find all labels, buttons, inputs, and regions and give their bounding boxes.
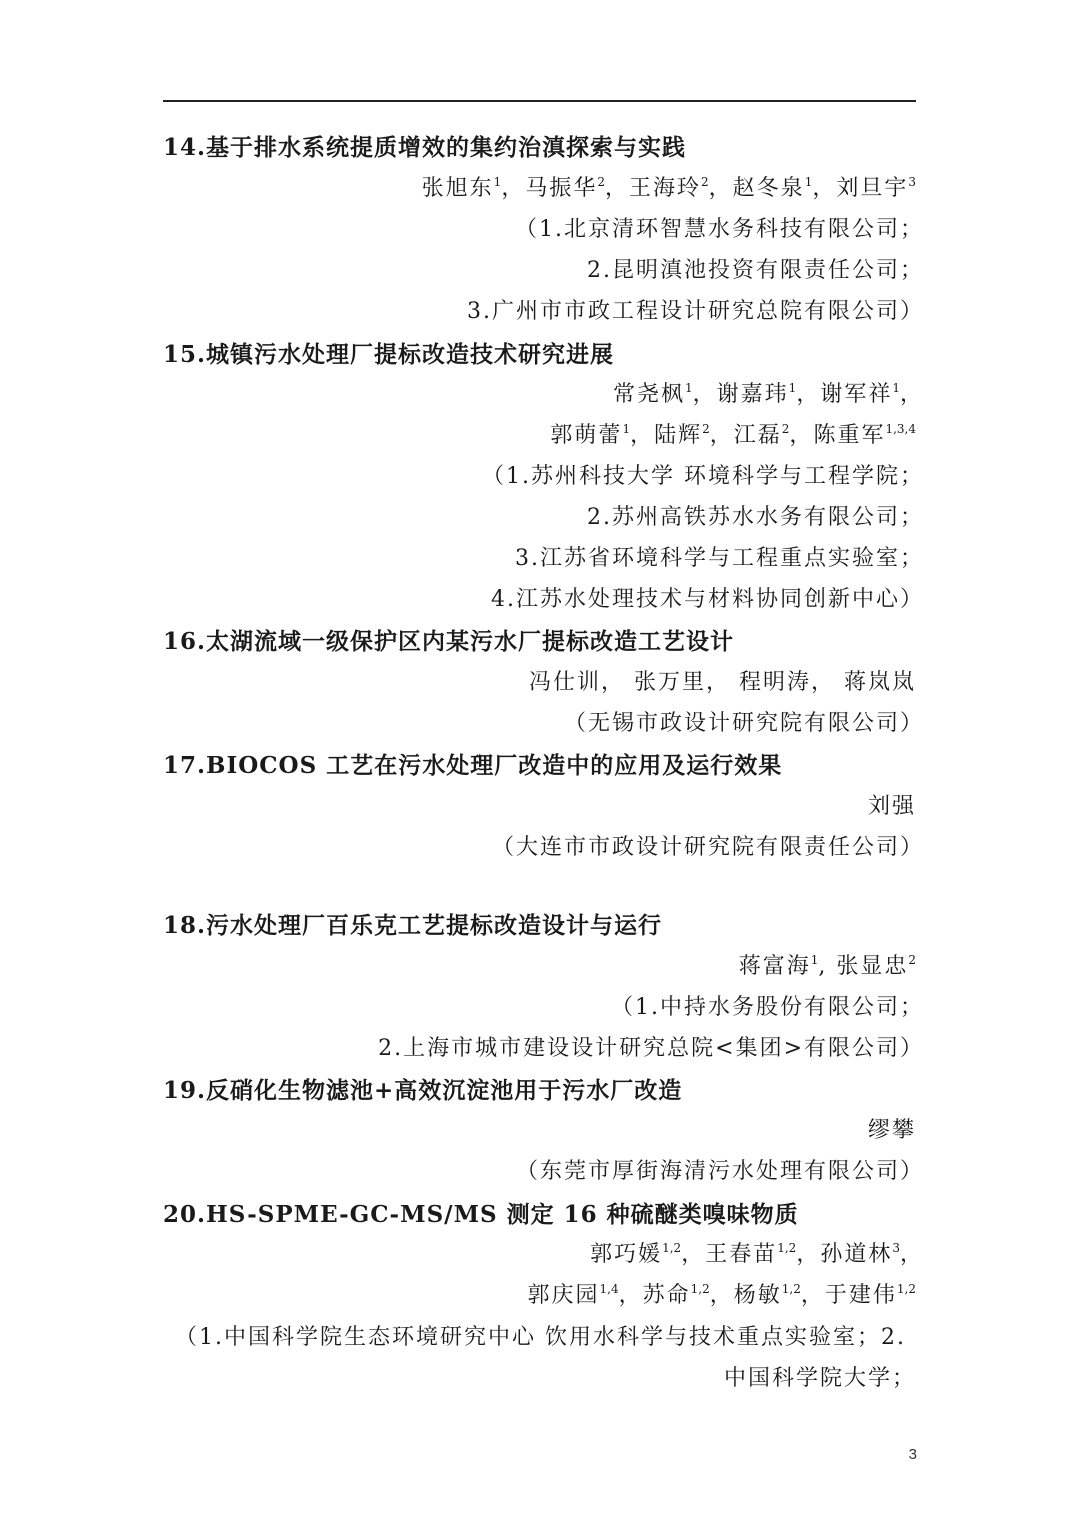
affiliation: 4.江苏水处理技术与材料协同创新中心） [491, 587, 924, 612]
affiliation-marker: 1 [622, 422, 631, 436]
affiliation-marker: 1 [685, 381, 693, 395]
affiliation-marker: 1 [493, 175, 502, 189]
page-number: 3 [908, 1446, 917, 1463]
author-name: 孙道林 [820, 1242, 893, 1267]
author-separator: ， [796, 382, 821, 407]
entry-title: 19.反硝化生物滤池+高效沉淀池用于污水厂改造 [163, 1077, 683, 1104]
author-name: 张旭东 [421, 176, 494, 201]
author-separator: , [818, 954, 837, 979]
affiliation-marker: 3 [892, 1241, 900, 1255]
affiliation: （1.苏州科技大学 环境科学与工程学院； [482, 464, 924, 489]
affiliation: （大连市市政设计研究院有限责任公司） [491, 835, 924, 860]
entry-title: 18.污水处理厂百乐克工艺提标改造设计与运行 [163, 912, 663, 939]
affiliation: 2.上海市城市建设设计研究总院<集团>有限公司） [378, 1036, 924, 1061]
affiliation-marker: 2 [702, 422, 710, 436]
author-name: 刘旦宇 [836, 176, 909, 201]
author-list [550, 422, 916, 448]
author-separator: ， [501, 176, 526, 201]
affiliation-marker: 1 [892, 381, 900, 395]
affiliation-marker: 3 [908, 175, 916, 189]
author-separator: ， [812, 176, 837, 201]
affiliation-marker: 1,2 [896, 1282, 916, 1296]
affiliation-marker: 1,2 [662, 1241, 682, 1255]
author-name: 赵冬泉 [732, 176, 805, 201]
author-separator: ， [796, 1242, 821, 1267]
affiliation-marker: 2 [908, 953, 916, 967]
author-name: 苏命 [642, 1283, 691, 1308]
author-separator: ， [708, 176, 733, 201]
affiliation-marker: 1 [810, 953, 819, 967]
author-name: 谢嘉玮 [716, 382, 789, 407]
author-name: 郭巧媛 [590, 1242, 663, 1267]
author-list [527, 1282, 916, 1308]
author-list: 冯仕训， 张万里， 程明涛， 蒋岚岚 [529, 670, 916, 695]
affiliation: （无锡市政设计研究院有限公司） [563, 711, 924, 736]
author-name: 陈重军 [813, 423, 886, 448]
affiliation-marker: 1 [804, 175, 813, 189]
author-name: 蒋富海 [738, 954, 811, 979]
author-list [590, 1241, 924, 1267]
affiliation-marker: 1,3,4 [885, 422, 916, 436]
author-name: 王春苗 [705, 1242, 778, 1267]
author-name: 于建伟 [824, 1283, 897, 1308]
author-name: 郭萌蕾 [550, 423, 623, 448]
author-name: 常尧枫 [612, 382, 685, 407]
affiliation: （1.中国科学院生态环境研究中心 饮用水科学与技术重点实验室；2. [175, 1325, 906, 1350]
author-separator: ， [800, 1283, 825, 1308]
author-list [738, 953, 916, 979]
author-list [421, 175, 916, 201]
entry-title: 17.BIOCOS 工艺在污水处理厂改造中的应用及运行效果 [163, 752, 783, 779]
author-separator: ， [709, 1283, 734, 1308]
author-separator: ， [899, 382, 924, 407]
author-name: 郭庆园 [527, 1283, 600, 1308]
author-name: 陆辉 [654, 423, 703, 448]
author-list: 缪攀 [867, 1118, 916, 1143]
author-name: 杨敏 [733, 1283, 782, 1308]
affiliation: 2.昆明滇池投资有限责任公司； [587, 258, 924, 283]
entry-title: 14.基于排水系统提质增效的集约治滇探索与实践 [163, 134, 687, 161]
author-list: 刘强 [867, 794, 916, 819]
entry-title: 15.城镇污水处理厂提标改造技术研究进展 [163, 341, 615, 368]
entry-title: 20.HS-SPME-GC-MS/MS 测定 16 种硫醚类嗅味物质 [163, 1201, 799, 1228]
affiliation: 3.江苏省环境科学与工程重点实验室； [515, 546, 924, 571]
author-separator: ， [681, 1242, 706, 1267]
author-separator: ， [899, 1242, 924, 1267]
affiliation: 中国科学院大学； [723, 1366, 916, 1391]
author-name: 王海玲 [629, 176, 702, 201]
affiliation: （东莞市厚街海清污水处理有限公司） [515, 1159, 924, 1184]
header-rule [163, 100, 916, 102]
affiliation-marker: 1,2 [781, 1282, 801, 1296]
author-name: 谢军祥 [820, 382, 893, 407]
author-separator: ， [709, 423, 734, 448]
author-name: 马振华 [525, 176, 598, 201]
affiliation-marker: 2 [597, 175, 605, 189]
affiliation-marker: 1,2 [777, 1241, 797, 1255]
author-separator: ， [604, 176, 629, 201]
author-list [612, 381, 924, 407]
affiliation-marker: 1 [788, 381, 797, 395]
author-separator: ， [789, 423, 814, 448]
affiliation: 3.广州市市政工程设计研究总院有限公司） [467, 299, 924, 324]
affiliation: （1.北京清环智慧水务科技有限公司； [515, 217, 924, 242]
author-name: 江磊 [733, 423, 782, 448]
affiliation: 2.苏州高铁苏水水务有限公司； [587, 505, 924, 530]
author-separator: ， [692, 382, 717, 407]
affiliation-marker: 1,2 [690, 1282, 710, 1296]
affiliation-marker: 2 [701, 175, 709, 189]
author-separator: ， [618, 1283, 643, 1308]
entry-title: 16.太湖流域一级保护区内某污水厂提标改造工艺设计 [163, 628, 735, 655]
affiliation-marker: 2 [781, 422, 790, 436]
author-name: 张显忠 [836, 954, 909, 979]
affiliation-marker: 1,4 [599, 1282, 619, 1296]
author-separator: ， [630, 423, 655, 448]
affiliation: （1.中持水务股份有限公司； [611, 995, 924, 1020]
